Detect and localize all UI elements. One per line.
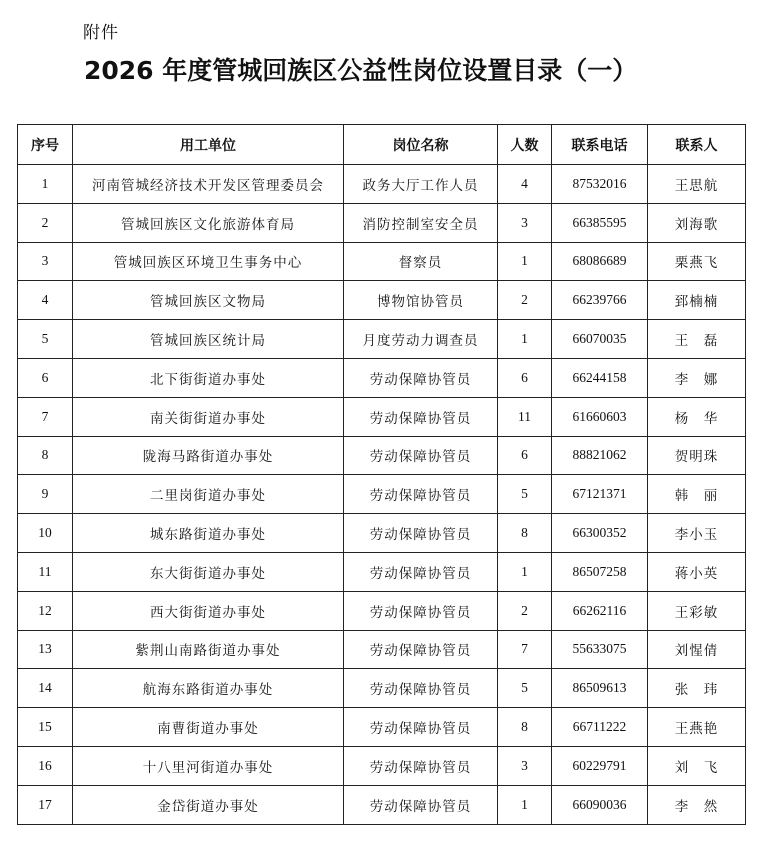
cell-unit: 管城回族区文化旅游体育局: [73, 203, 344, 242]
cell-count: 1: [498, 320, 552, 359]
table-row: [18, 242, 746, 281]
cell-post: 劳动保障协管员: [344, 630, 498, 669]
cell-post: 督察员: [344, 242, 498, 281]
cell-count: 5: [498, 475, 552, 514]
cell-phone: 86507258: [552, 552, 648, 591]
cell-unit: 金岱街道办事处: [73, 785, 344, 824]
cell-post: 劳动保障协管员: [344, 785, 498, 824]
cell-unit: 十八里河街道办事处: [73, 746, 344, 785]
cell-unit: 东大街街道办事处: [73, 552, 344, 591]
cell-count: 1: [498, 242, 552, 281]
attachment-label: 附件: [83, 23, 119, 43]
cell-index: 14: [18, 669, 73, 708]
cell-unit: 航海东路街道办事处: [73, 669, 344, 708]
table-row: [18, 514, 746, 553]
header-unit: 用工单位: [73, 125, 344, 165]
cell-index: 2: [18, 203, 73, 242]
cell-contact: 张 玮: [648, 669, 746, 708]
table-row: [18, 436, 746, 475]
cell-unit: 城东路街道办事处: [73, 514, 344, 553]
table-row: [18, 320, 746, 359]
cell-contact: 王彩敏: [648, 591, 746, 630]
cell-contact: 栗燕飞: [648, 242, 746, 281]
cell-index: 13: [18, 630, 73, 669]
cell-index: 5: [18, 320, 73, 359]
cell-count: 7: [498, 630, 552, 669]
cell-count: 4: [498, 165, 552, 204]
cell-post: 劳动保障协管员: [344, 358, 498, 397]
header-contact: 联系人: [648, 125, 746, 165]
table-row: [18, 785, 746, 824]
cell-contact: 杨 华: [648, 397, 746, 436]
table-row: [18, 203, 746, 242]
cell-unit: 北下街街道办事处: [73, 358, 344, 397]
cell-contact: 王 磊: [648, 320, 746, 359]
header-count: 人数: [498, 125, 552, 165]
cell-index: 16: [18, 746, 73, 785]
cell-unit: 陇海马路街道办事处: [73, 436, 344, 475]
cell-unit: 管城回族区统计局: [73, 320, 344, 359]
cell-count: 6: [498, 436, 552, 475]
cell-index: 8: [18, 436, 73, 475]
header-phone: 联系电话: [552, 125, 648, 165]
cell-phone: 66300352: [552, 514, 648, 553]
cell-index: 17: [18, 785, 73, 824]
cell-index: 9: [18, 475, 73, 514]
cell-post: 政务大厅工作人员: [344, 165, 498, 204]
table-row: [18, 475, 746, 514]
table-body: [18, 165, 746, 825]
cell-contact: 王燕艳: [648, 708, 746, 747]
cell-index: 11: [18, 552, 73, 591]
cell-index: 4: [18, 281, 73, 320]
cell-unit: 紫荆山南路街道办事处: [73, 630, 344, 669]
cell-index: 10: [18, 514, 73, 553]
cell-phone: 55633075: [552, 630, 648, 669]
cell-post: 劳动保障协管员: [344, 591, 498, 630]
table-row: [18, 630, 746, 669]
cell-post: 劳动保障协管员: [344, 514, 498, 553]
cell-unit: 河南管城经济技术开发区管理委员会: [73, 165, 344, 204]
cell-contact: 李 然: [648, 785, 746, 824]
table-row: [18, 669, 746, 708]
table-row: [18, 591, 746, 630]
cell-index: 1: [18, 165, 73, 204]
table-header: [18, 125, 746, 165]
cell-contact: 李小玉: [648, 514, 746, 553]
cell-count: 3: [498, 746, 552, 785]
cell-unit: 南关街街道办事处: [73, 397, 344, 436]
cell-count: 2: [498, 281, 552, 320]
cell-phone: 61660603: [552, 397, 648, 436]
header-post: 岗位名称: [344, 125, 498, 165]
cell-count: 11: [498, 397, 552, 436]
cell-post: 劳动保障协管员: [344, 475, 498, 514]
cell-phone: 66070035: [552, 320, 648, 359]
cell-count: 3: [498, 203, 552, 242]
cell-phone: 88821062: [552, 436, 648, 475]
cell-phone: 66711222: [552, 708, 648, 747]
cell-index: 15: [18, 708, 73, 747]
cell-count: 1: [498, 552, 552, 591]
cell-phone: 86509613: [552, 669, 648, 708]
cell-phone: 66262116: [552, 591, 648, 630]
header-index: 序号: [18, 125, 73, 165]
table-row: [18, 358, 746, 397]
cell-phone: 66090036: [552, 785, 648, 824]
cell-post: 劳动保障协管员: [344, 708, 498, 747]
cell-phone: 66239766: [552, 281, 648, 320]
cell-unit: 西大街街道办事处: [73, 591, 344, 630]
cell-phone: 67121371: [552, 475, 648, 514]
cell-post: 劳动保障协管员: [344, 552, 498, 591]
table-row: [18, 281, 746, 320]
cell-phone: 87532016: [552, 165, 648, 204]
cell-post: 劳动保障协管员: [344, 746, 498, 785]
cell-unit: 南曹街道办事处: [73, 708, 344, 747]
cell-index: 7: [18, 397, 73, 436]
position-table: [17, 124, 746, 825]
table-row: [18, 165, 746, 204]
cell-unit: 二里岗街道办事处: [73, 475, 344, 514]
cell-unit: 管城回族区文物局: [73, 281, 344, 320]
cell-post: 劳动保障协管员: [344, 669, 498, 708]
cell-index: 6: [18, 358, 73, 397]
cell-contact: 刘惺倩: [648, 630, 746, 669]
cell-phone: 66244158: [552, 358, 648, 397]
document-title: 2026 年度管城回族区公益性岗位设置目录（一）: [84, 56, 638, 85]
cell-contact: 韩 丽: [648, 475, 746, 514]
cell-contact: 刘 飞: [648, 746, 746, 785]
cell-index: 12: [18, 591, 73, 630]
cell-contact: 李 娜: [648, 358, 746, 397]
cell-contact: 王思航: [648, 165, 746, 204]
cell-unit: 管城回族区环境卫生事务中心: [73, 242, 344, 281]
cell-contact: 蒋小英: [648, 552, 746, 591]
cell-phone: 68086689: [552, 242, 648, 281]
header-row: [18, 125, 746, 165]
cell-contact: 刘海歌: [648, 203, 746, 242]
table-row: [18, 746, 746, 785]
cell-post: 劳动保障协管员: [344, 436, 498, 475]
cell-phone: 60229791: [552, 746, 648, 785]
cell-count: 8: [498, 514, 552, 553]
table-row: [18, 552, 746, 591]
table-row: [18, 397, 746, 436]
cell-index: 3: [18, 242, 73, 281]
table-row: [18, 708, 746, 747]
cell-phone: 66385595: [552, 203, 648, 242]
cell-contact: 郅楠楠: [648, 281, 746, 320]
cell-count: 5: [498, 669, 552, 708]
cell-count: 6: [498, 358, 552, 397]
cell-count: 8: [498, 708, 552, 747]
cell-count: 1: [498, 785, 552, 824]
cell-post: 劳动保障协管员: [344, 397, 498, 436]
cell-post: 消防控制室安全员: [344, 203, 498, 242]
cell-contact: 贺明珠: [648, 436, 746, 475]
cell-post: 博物馆协管员: [344, 281, 498, 320]
cell-post: 月度劳动力调查员: [344, 320, 498, 359]
cell-count: 2: [498, 591, 552, 630]
